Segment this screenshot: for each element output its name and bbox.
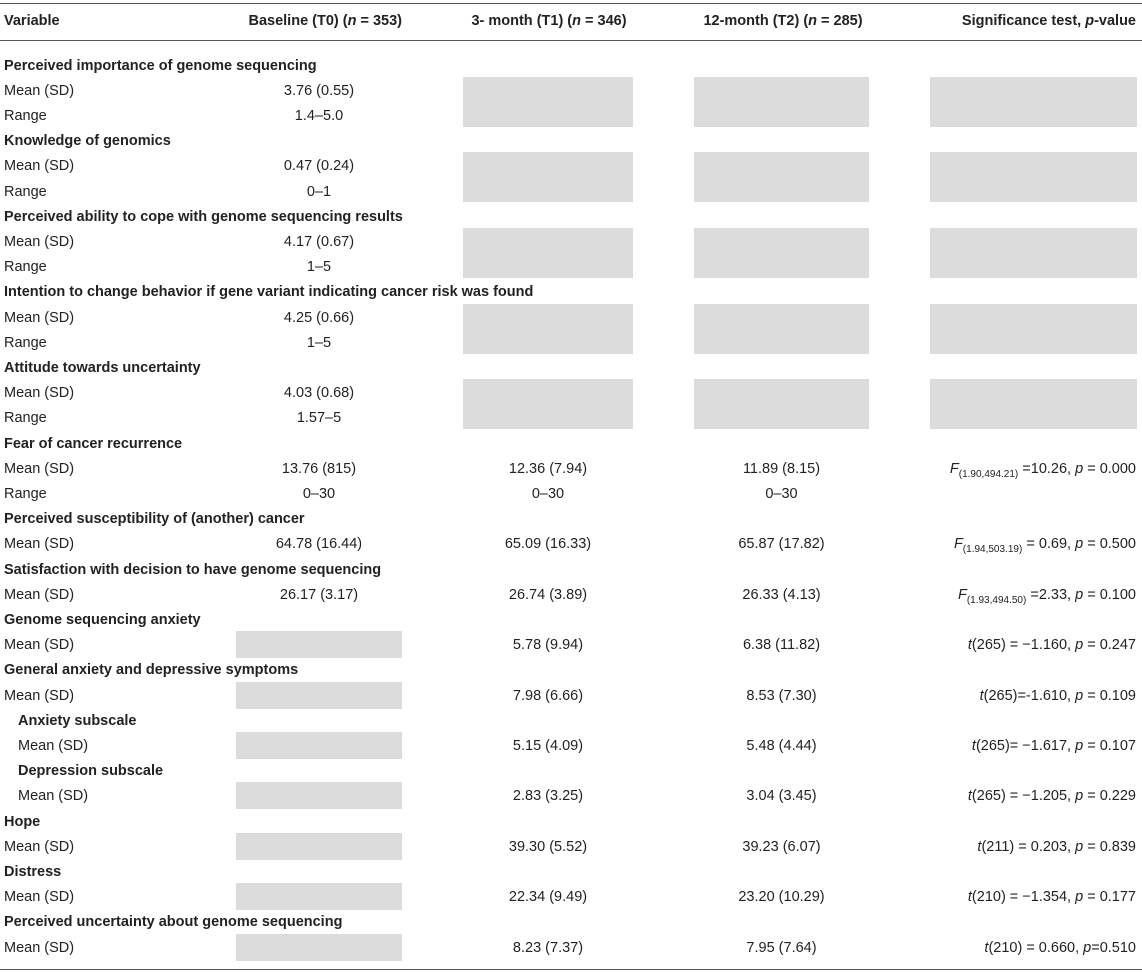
value-t2: 11.89 (8.15) [742,460,821,477]
value-t2: 65.87 (17.82) [738,536,825,553]
value-t1: 26.74 (3.89) [508,586,588,603]
stat-symbol: F [949,460,959,477]
value-t0: 1.4–5.0 [294,107,344,124]
row-label: Range [4,107,47,124]
value-t1: 22.34 (9.49) [508,889,588,906]
stat-symbol: t [979,687,984,704]
value-t0: 1–5 [306,259,332,276]
row-label: Mean (SD) [18,788,89,805]
row-label: Mean (SD) [4,233,75,250]
section-heading: Perceived uncertainty about genome sequencing [4,914,343,931]
empty-cell-shading [694,77,869,127]
value-t1: 65.09 (16.33) [504,536,592,553]
value-t2: 5.48 (4.44) [746,737,817,754]
row-label: Range [4,334,47,351]
empty-cell-shading [236,682,402,709]
empty-cell-shading [930,304,1137,354]
stat-result: (210) = −1.354, p = 0.177 [971,889,1136,906]
row-label: Mean (SD) [4,637,75,654]
section-heading: Genome sequencing anxiety [4,611,201,628]
empty-cell-shading [236,631,402,658]
stat-symbol: F [957,586,967,603]
value-t1: 5.78 (9.94) [512,637,584,654]
significance-value [900,835,1136,860]
section-heading: Fear of cancer recurrence [4,435,183,452]
section-heading: Perceived ability to cope with genome sequencing results [4,208,403,225]
value-t1: 2.83 (3.25) [512,788,584,805]
stat-symbol: t [984,939,989,956]
value-t1: 8.23 (7.37) [512,939,584,956]
row-label: Mean (SD) [4,889,75,906]
value-t0: 4.17 (0.67) [283,233,355,250]
section-heading: Perceived importance of genome sequencing [4,57,317,74]
row-label: Mean (SD) [4,536,75,553]
value-t0: 64.78 (16.44) [275,536,363,553]
empty-cell-shading [694,152,869,202]
significance-value [900,734,1136,759]
stat-symbol: t [967,889,972,906]
significance-value [900,784,1136,809]
value-t0: 3.76 (0.55) [283,82,355,99]
value-t2: 8.53 (7.30) [746,687,817,704]
header-significance: Significance test, p-value [961,13,1136,29]
row-label: Mean (SD) [4,838,75,855]
degrees-of-freedom: (1.94,503.19) [962,544,1023,556]
value-t1: 12.36 (7.94) [508,460,588,477]
stat-result: (265)=-1.610, p = 0.109 [983,687,1136,704]
section-heading: Anxiety subscale [18,712,137,729]
value-t0: 4.25 (0.66) [283,309,355,326]
significance-value [900,633,1136,658]
value-t2: 3.04 (3.45) [746,788,817,805]
section-heading: Depression subscale [18,763,164,780]
degrees-of-freedom: (1.90,494.21) [958,468,1019,480]
value-t0: 1.57–5 [296,410,342,427]
stat-result: (265) = −1.160, p = 0.247 [971,637,1136,654]
row-label: Mean (SD) [4,586,75,603]
stat-result: (211) = 0.203, p = 0.839 [981,838,1136,855]
value-t2: 0–30 [765,485,798,502]
row-label: Range [4,183,47,200]
section-heading: Intention to change behavior if gene variant indicating cancer risk was found [4,284,534,301]
value-t2: 39.23 (6.07) [742,838,821,855]
table-top-rule [0,3,1142,4]
value-t2: 23.20 (10.29) [738,889,825,906]
value-t1: 39.30 (5.52) [508,838,588,855]
significance-value [900,936,1136,961]
value-t1: 7.98 (6.66) [512,687,584,704]
empty-cell-shading [236,934,402,961]
stat-result: =10.26, p = 0.000 [1018,460,1136,477]
stat-symbol: t [967,788,972,805]
empty-cell-shading [463,228,633,278]
row-label: Mean (SD) [4,158,75,175]
header-3-month: 3- month (T1) (n = 346) [471,13,627,29]
value-t0: 1–5 [306,334,332,351]
row-label: Mean (SD) [4,939,75,956]
row-label: Mean (SD) [4,460,75,477]
row-label: Mean (SD) [4,385,75,402]
stat-symbol: t [971,737,976,754]
empty-cell-shading [694,228,869,278]
significance-value [900,684,1136,709]
empty-cell-shading [236,782,402,809]
section-heading: Distress [4,863,62,880]
value-t0: 0–1 [306,183,332,200]
stat-result: (210) = 0.660, p=0.510 [988,939,1136,956]
row-label: Range [4,410,47,427]
value-t0: 26.17 (3.17) [279,586,359,603]
header-baseline: Baseline (T0) (n = 353) [248,13,402,29]
empty-cell-shading [930,77,1137,127]
value-t1: 0–30 [531,485,565,502]
row-label: Range [4,485,47,502]
degrees-of-freedom: (1.93,494.50) [966,594,1027,606]
value-t0: 0.47 (0.24) [283,158,355,175]
value-t0: 13.76 (815) [281,460,357,477]
value-t0: 0–30 [302,485,336,502]
row-label: Mean (SD) [4,82,75,99]
row-label: Mean (SD) [4,309,75,326]
significance-value [900,457,1136,482]
header-variable: Variable [4,13,60,29]
section-heading: Satisfaction with decision to have genome sequencing [4,561,382,578]
section-heading: General anxiety and depressive symptoms [4,662,299,679]
value-t1: 5.15 (4.09) [512,737,584,754]
stat-symbol: t [967,637,972,654]
empty-cell-shading [463,152,633,202]
empty-cell-shading [930,152,1137,202]
value-t2: 26.33 (4.13) [742,586,821,603]
empty-cell-shading [930,379,1137,429]
value-t2: 7.95 (7.64) [746,939,817,956]
stat-result: = 0.69, p = 0.500 [1022,536,1136,553]
table-bottom-rule [0,969,1142,970]
section-heading: Attitude towards uncertainty [4,359,201,376]
stat-result: (265)= −1.617, p = 0.107 [975,737,1136,754]
row-label: Mean (SD) [18,737,89,754]
header-12-month: 12-month (T2) (n = 285) [703,13,863,29]
value-t2: 6.38 (11.82) [742,637,821,654]
empty-cell-shading [694,379,869,429]
stat-result: (265) = −1.205, p = 0.229 [971,788,1136,805]
empty-cell-shading [236,883,402,910]
significance-value [900,583,1136,608]
stat-symbol: t [977,838,982,855]
section-heading: Knowledge of genomics [4,133,171,150]
empty-cell-shading [694,304,869,354]
empty-cell-shading [236,732,402,759]
row-label: Mean (SD) [4,687,75,704]
value-t0: 4.03 (0.68) [283,385,355,402]
section-heading: Perceived susceptibility of (another) cancer [4,511,305,528]
header-rule [0,40,1142,41]
empty-cell-shading [236,833,402,860]
stat-symbol: F [953,536,963,553]
significance-value [900,532,1136,557]
section-heading: Hope [4,813,41,830]
empty-cell-shading [463,77,633,127]
empty-cell-shading [930,228,1137,278]
row-label: Range [4,259,47,276]
empty-cell-shading [463,379,633,429]
significance-value [900,885,1136,910]
empty-cell-shading [463,304,633,354]
stat-result: =2.33, p = 0.100 [1026,586,1136,603]
